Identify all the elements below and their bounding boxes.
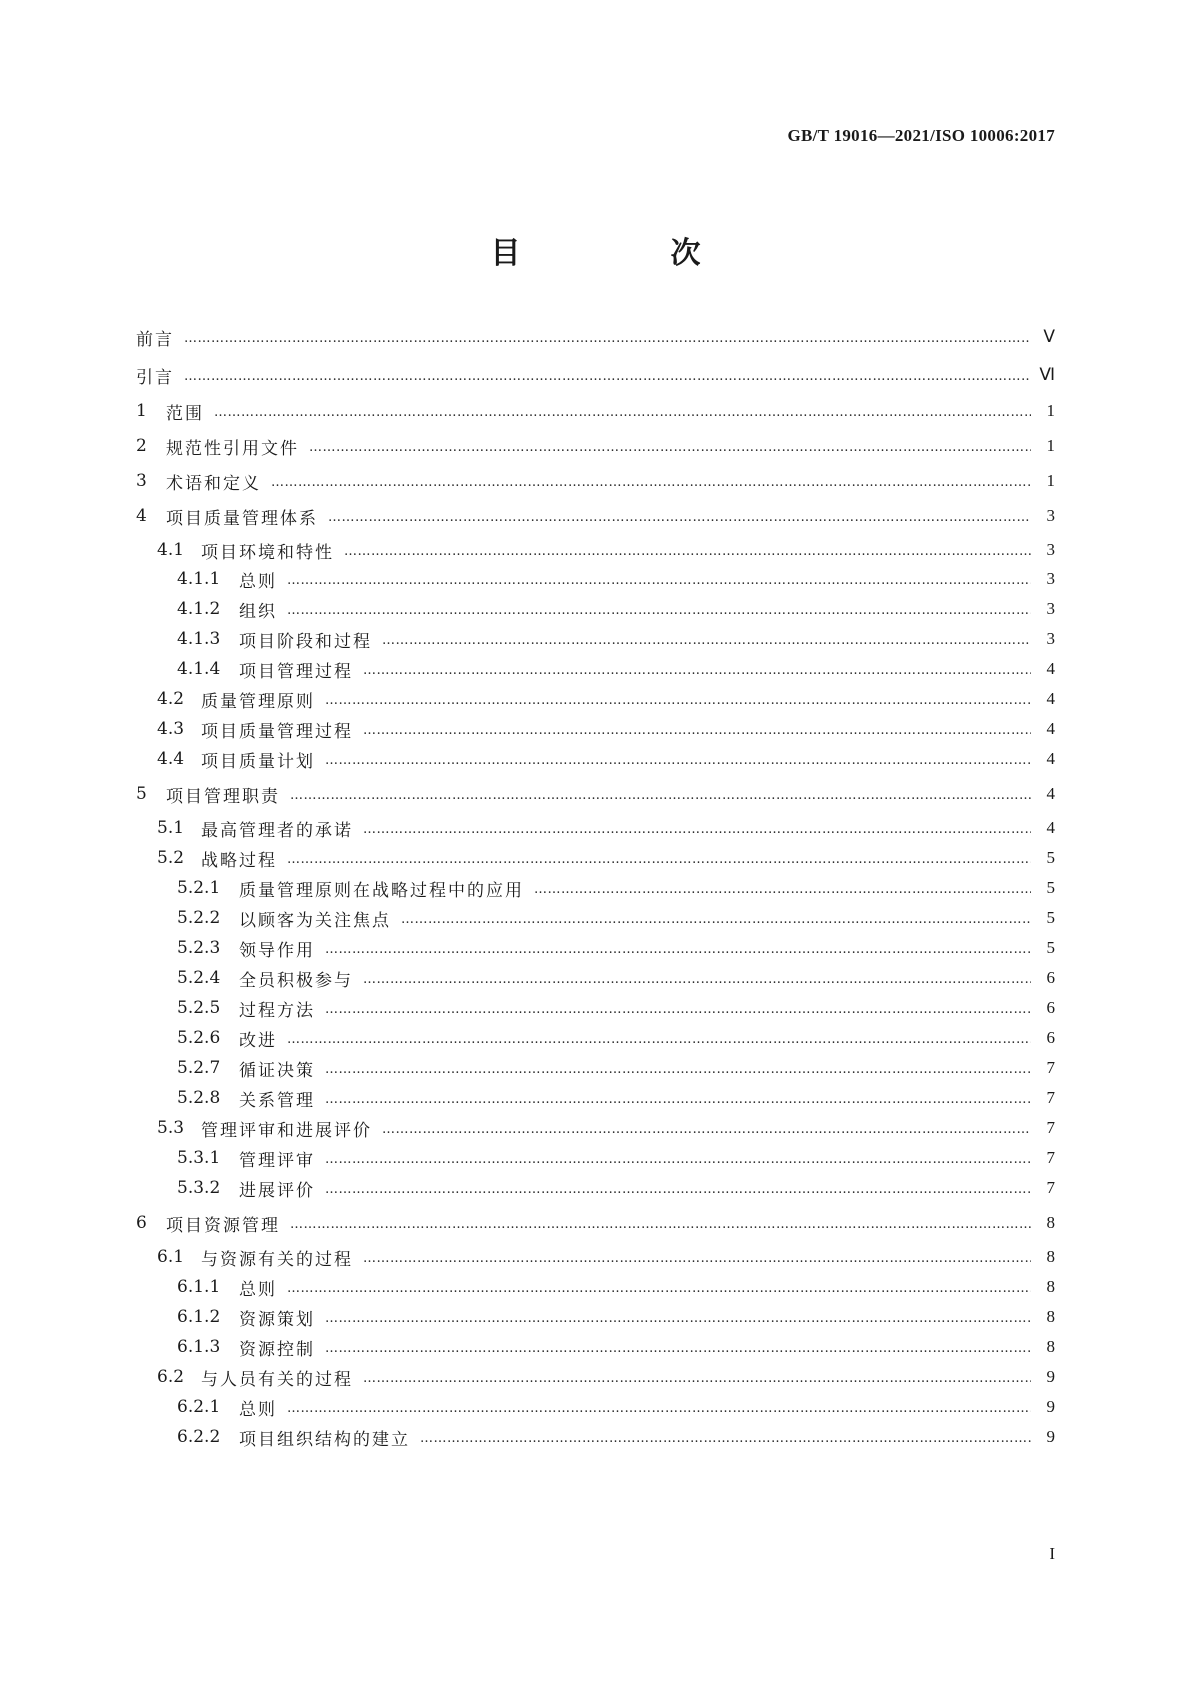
toc-entry[interactable] [136,1424,1055,1450]
dot-leader [287,1401,1031,1416]
toc-entry-page: 8 [1046,1213,1055,1232]
toc-entry-number: 6 [136,1213,147,1233]
toc-entry-title: 项目质量管理体系 [166,508,318,529]
dot-leader [401,912,1031,927]
toc-entry-number: 5.2.3 [177,938,221,958]
toc-entry-title: 项目组织结构的建立 [239,1429,410,1450]
toc-entry-page: 4 [1046,719,1055,738]
toc-entry-title: 领导作用 [239,940,315,961]
toc-entry-number: 5.2.7 [177,1058,221,1078]
toc-entry-page: 9 [1046,1427,1055,1446]
toc-entry-page: 8 [1046,1277,1055,1296]
toc-entry-number: 4.2 [157,689,185,709]
toc-entry-page: 6 [1046,968,1055,987]
toc-entry-page: 3 [1046,569,1055,588]
toc-entry[interactable] [136,503,1055,529]
toc-entry[interactable] [136,468,1055,494]
toc-entry-title: 战略过程 [201,850,277,871]
toc-entry-number: 1 [136,401,147,421]
dot-leader [290,788,1031,803]
toc-entry-page: 1 [1046,401,1055,420]
toc-entry[interactable] [136,1175,1055,1201]
dot-leader [325,942,1031,957]
toc-entry-page: 8 [1046,1307,1055,1326]
toc-entry-page: 3 [1046,506,1055,525]
toc-entry[interactable] [136,1394,1055,1420]
toc-entry[interactable] [136,845,1055,871]
dot-leader [363,1371,1031,1386]
toc-entry-page: 7 [1046,1148,1055,1167]
toc-entry-number: 6.1.1 [177,1277,221,1297]
standard-code: GB/T 19016—2021/ISO 10006:2017 [787,126,1055,145]
toc-entry[interactable] [136,716,1055,742]
toc-entry[interactable] [136,935,1055,961]
dot-leader [363,1251,1031,1266]
toc-entry-page: 5 [1046,938,1055,957]
toc-entry-number: 5.3.2 [177,1178,221,1198]
toc-entry-title: 循证决策 [239,1060,315,1081]
toc-entry-number: 6.1 [157,1247,185,1267]
dot-leader [363,723,1031,738]
toc-entry[interactable] [136,1304,1055,1330]
dot-leader [344,544,1031,559]
toc-entry-title: 项目管理过程 [239,661,353,682]
toc-entry-number: 5.3.1 [177,1148,221,1168]
toc-entry-title: 前言 [136,329,174,350]
toc-entry-title: 组织 [239,601,277,622]
toc-entry-page: 3 [1046,629,1055,648]
toc-entry-title: 项目质量管理过程 [201,721,353,742]
toc-entry-title: 项目资源管理 [166,1215,280,1236]
dot-leader [325,1311,1031,1326]
dot-leader [363,822,1031,837]
toc-entry[interactable] [136,1025,1055,1051]
dot-leader [325,1341,1031,1356]
toc-entry-page: Ⅵ [1039,365,1055,384]
dot-leader [363,972,1031,987]
dot-leader [271,475,1031,490]
toc-entry-page: 1 [1046,436,1055,455]
toc-entry-page: 5 [1046,908,1055,927]
toc-entry-page: Ⅴ [1043,327,1055,346]
toc-entry-number: 4.1.3 [177,629,221,649]
toc-entry-page: 8 [1046,1337,1055,1356]
dot-leader [325,1002,1031,1017]
toc-entry-number: 5.2.2 [177,908,221,928]
toc-entry-page: 4 [1046,659,1055,678]
dot-leader [325,753,1031,768]
toc-entry-number: 6.1.2 [177,1307,221,1327]
dot-leader [363,663,1031,678]
toc-entry-title: 总则 [239,1279,277,1300]
toc-entry-number: 4.1 [157,540,185,560]
dot-leader [290,1217,1031,1232]
toc-entry[interactable] [136,1115,1055,1141]
toc-entry-title: 过程方法 [239,1000,315,1021]
toc-entry-title: 关系管理 [239,1090,315,1111]
toc-entry-page: 6 [1046,998,1055,1017]
toc-entry-page: 7 [1046,1058,1055,1077]
toc-entry-number: 6.2.2 [177,1427,221,1447]
toc-entry[interactable] [136,746,1055,772]
toc-entry[interactable] [136,362,1055,388]
toc-entry[interactable] [136,1364,1055,1390]
toc-entry-number: 5.2.1 [177,878,221,898]
dot-leader [325,1182,1031,1197]
toc-entry-number: 4.4 [157,749,185,769]
dot-leader [309,440,1031,455]
toc-entry-number: 5.2.4 [177,968,221,988]
dot-leader [325,1062,1031,1077]
toc-entry-title: 质量管理原则 [201,691,315,712]
toc-entry-number: 4.1.2 [177,599,221,619]
toc-entry[interactable] [136,686,1055,712]
toc-entry-page: 6 [1046,1028,1055,1047]
toc-entry-number: 6.2.1 [177,1397,221,1417]
dot-leader [534,882,1031,897]
page-number: I [1049,1544,1055,1563]
toc-entry-title: 与人员有关的过程 [201,1369,353,1390]
toc-entry[interactable] [136,815,1055,841]
toc-entry-title: 资源策划 [239,1309,315,1330]
toc-entry-title: 引言 [136,367,174,388]
toc-entry[interactable] [136,1210,1055,1236]
toc-entry-title: 项目阶段和过程 [239,631,372,652]
toc-entry-number: 5.2.6 [177,1028,221,1048]
toc-entry[interactable] [136,965,1055,991]
toc-entry-page: 5 [1046,878,1055,897]
toc-entry-page: 9 [1046,1397,1055,1416]
toc-entry[interactable] [136,1085,1055,1111]
toc-entry-number: 6.2 [157,1367,185,1387]
dot-leader [214,405,1031,420]
dot-leader [287,1032,1031,1047]
toc-entry[interactable] [136,433,1055,459]
toc-entry-number: 2 [136,436,147,456]
toc-entry-page: 4 [1046,818,1055,837]
dot-leader [287,852,1031,867]
toc-entry-title: 项目质量计划 [201,751,315,772]
dot-leader [420,1431,1031,1446]
dot-leader [287,573,1031,588]
toc-entry[interactable] [136,905,1055,931]
toc-entry-number: 4 [136,506,147,526]
toc-entry-number: 4.3 [157,719,185,739]
toc-entry-number: 6.1.3 [177,1337,221,1357]
toc-entry[interactable] [136,1055,1055,1081]
toc-entry-page: 9 [1046,1367,1055,1386]
dot-leader [325,1092,1031,1107]
toc-entry-number: 4.1.1 [177,569,221,589]
toc-entry-title: 进展评价 [239,1180,315,1201]
toc-entry-page: 3 [1046,599,1055,618]
toc-entry[interactable] [136,656,1055,682]
dot-leader [328,510,1031,525]
dot-leader [325,1152,1031,1167]
toc-entry[interactable] [136,781,1055,807]
dot-leader [184,369,1029,384]
toc-entry-title: 规范性引用文件 [166,438,299,459]
dot-leader [382,1122,1031,1137]
toc-entry[interactable] [136,324,1055,350]
toc-entry-page: 1 [1046,471,1055,490]
toc-entry-number: 5 [136,784,147,804]
toc-entry[interactable] [136,1334,1055,1360]
toc-entry-page: 7 [1046,1178,1055,1197]
toc-entry-page: 7 [1046,1088,1055,1107]
dot-leader [382,633,1031,648]
toc-entry-title: 总则 [239,571,277,592]
toc-entry-page: 4 [1046,784,1055,803]
toc-entry-title: 资源控制 [239,1339,315,1360]
dot-leader [287,1281,1031,1296]
toc-entry-title: 范围 [166,403,204,424]
toc-entry-title: 质量管理原则在战略过程中的应用 [239,880,524,901]
toc-entry[interactable] [136,626,1055,652]
toc-entry-number: 5.3 [157,1118,185,1138]
toc-entry[interactable] [136,1145,1055,1171]
toc-entry-title: 管理评审 [239,1150,315,1171]
toc-entry[interactable] [136,1274,1055,1300]
toc-entry-title: 最高管理者的承诺 [201,820,353,841]
toc-entry-title: 总则 [239,1399,277,1420]
toc-entry-page: 3 [1046,540,1055,559]
toc-entry[interactable] [136,1244,1055,1270]
toc-entry-title: 管理评审和进展评价 [201,1120,372,1141]
toc-entry[interactable] [136,995,1055,1021]
toc-entry-number: 4.1.4 [177,659,221,679]
toc-entry-number: 3 [136,471,147,491]
toc-entry-page: 7 [1046,1118,1055,1137]
toc-entry-number: 5.1 [157,818,185,838]
toc-entry-number: 5.2 [157,848,185,868]
toc-entry-title: 项目管理职责 [166,786,280,807]
toc-entry[interactable] [136,537,1055,563]
toc-entry-title: 以顾客为关注焦点 [239,910,391,931]
toc-entry[interactable] [136,875,1055,901]
toc-entry-title: 与资源有关的过程 [201,1249,353,1270]
toc-entry-page: 4 [1046,749,1055,768]
toc-entry[interactable] [136,596,1055,622]
toc-entry-number: 5.2.5 [177,998,221,1018]
toc-entry-title: 术语和定义 [166,473,261,494]
toc-entry[interactable] [136,566,1055,592]
toc-entry-title: 改进 [239,1030,277,1051]
dot-leader [325,693,1031,708]
dot-leader [287,603,1031,618]
toc-entry-page: 8 [1046,1247,1055,1266]
toc-entry-number: 5.2.8 [177,1088,221,1108]
toc-entry[interactable] [136,398,1055,424]
toc-entry-page: 5 [1046,848,1055,867]
toc-entry-title: 全员积极参与 [239,970,353,991]
dot-leader [184,331,1031,346]
toc-entry-page: 4 [1046,689,1055,708]
page-title: 目 次 [490,236,761,271]
toc-entry-title: 项目环境和特性 [201,542,334,563]
